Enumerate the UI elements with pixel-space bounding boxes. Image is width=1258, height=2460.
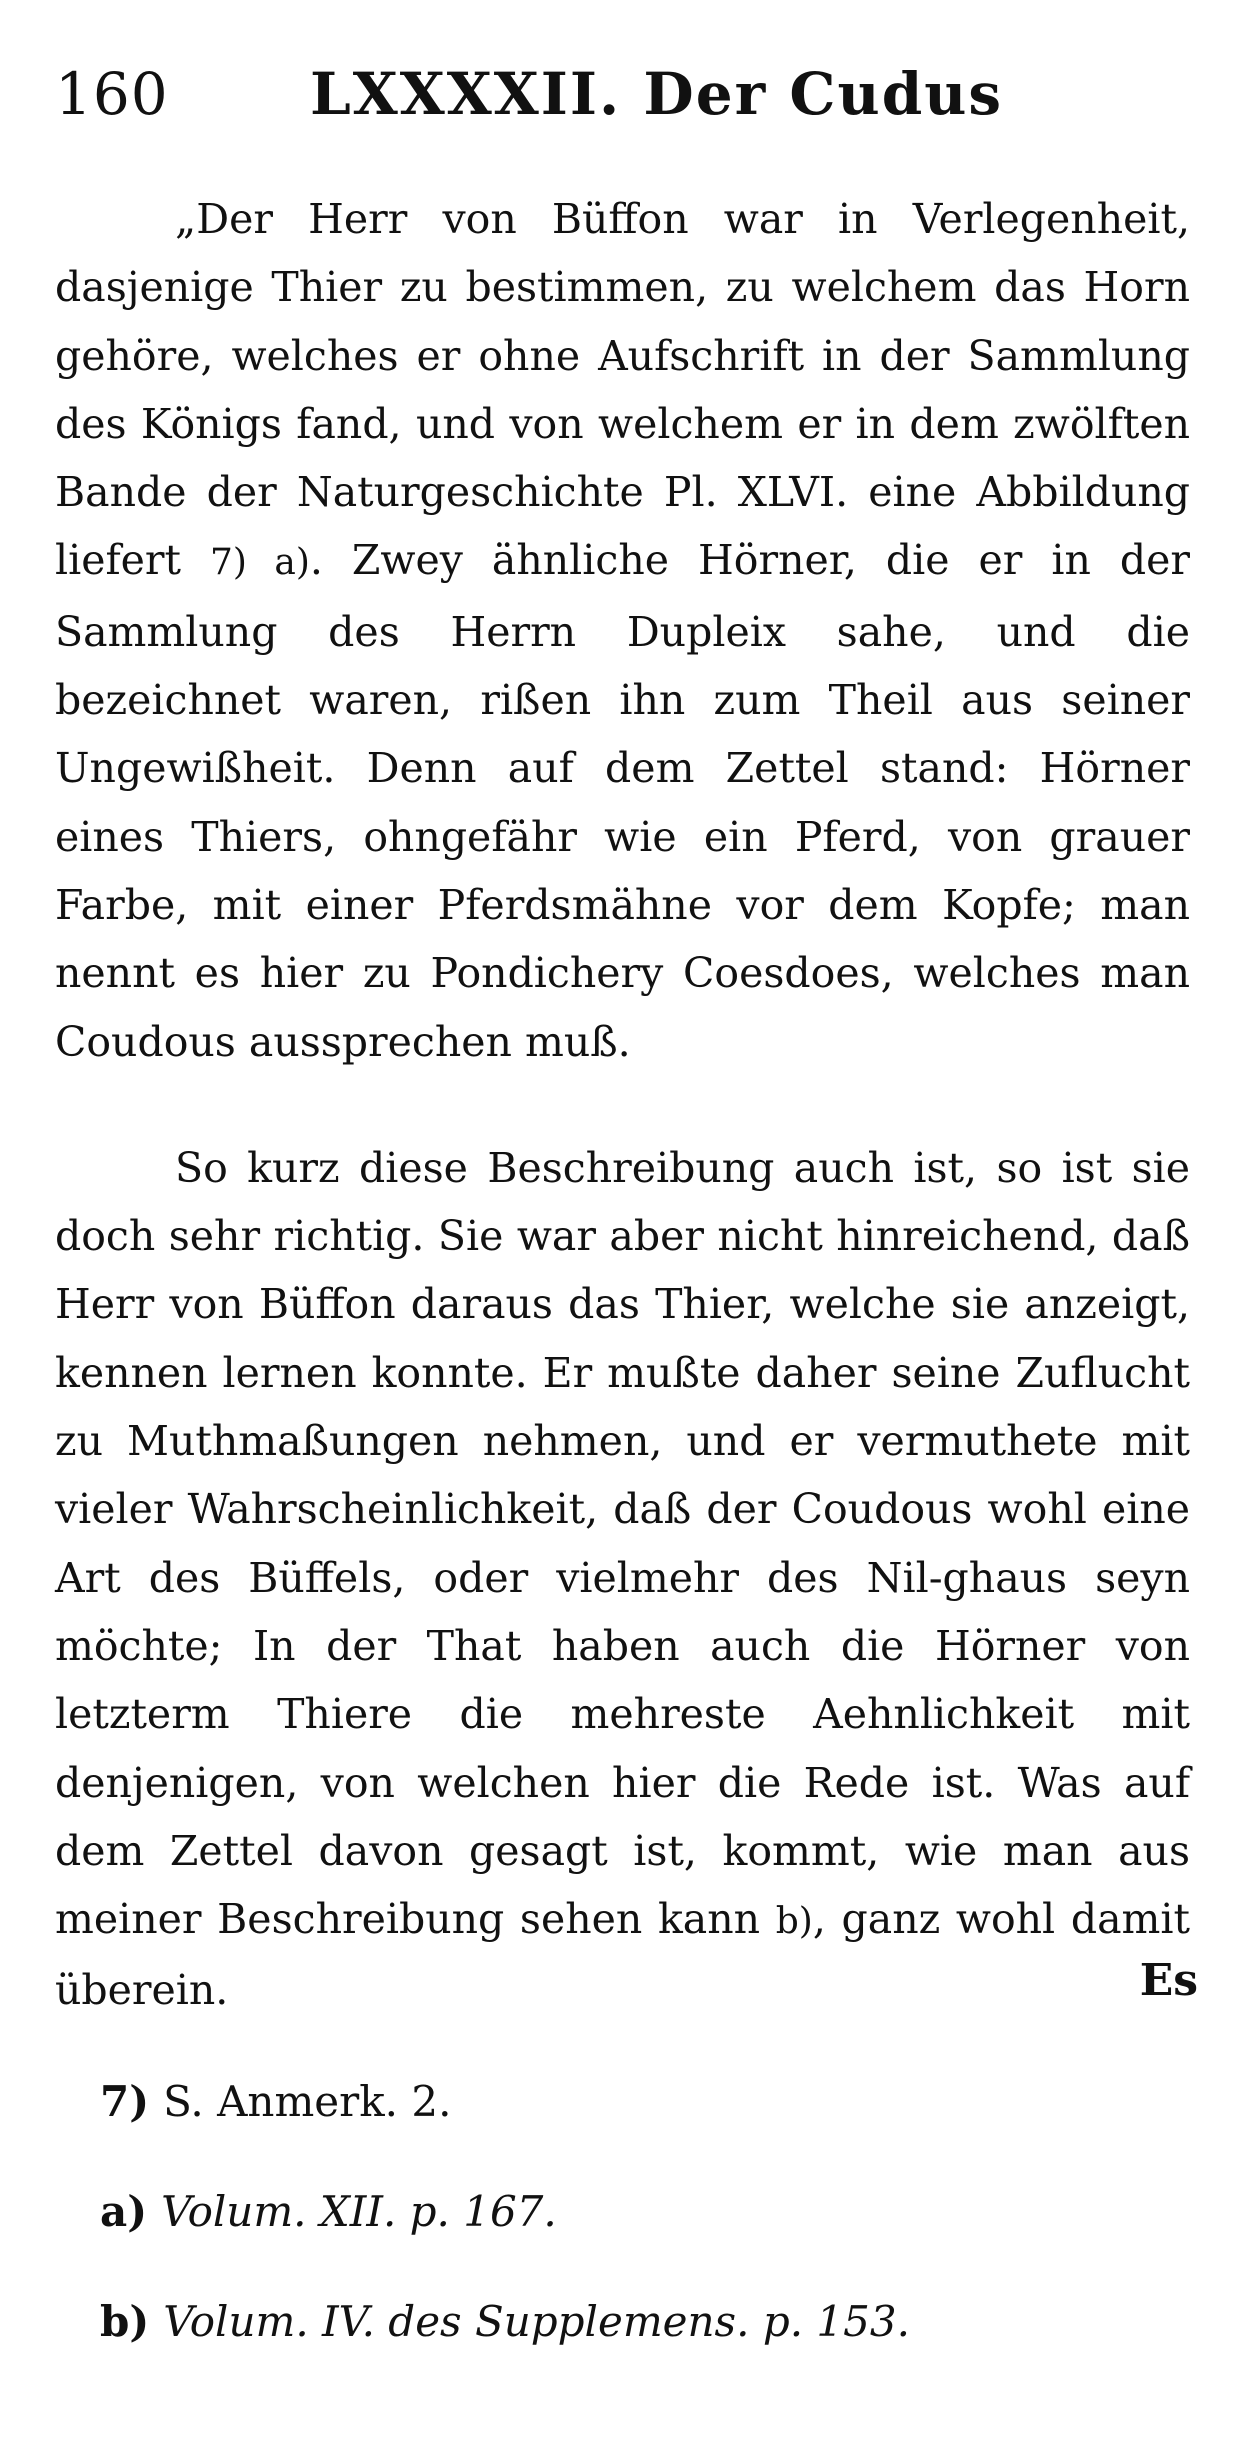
footnote-7 [100,2078,1150,2126]
footnote-text: Volum. XII. p. 167. [161,2187,557,2236]
footnote-marker: 7) [100,2077,150,2126]
footnote-a [100,2188,1150,2236]
paragraph-1-text-continued: . Zwey ähnliche Hörner, die er in der Sammlung des Herrn Dupleix sahe, und die bezeichnet waren, rißen ihn zum Theil aus seiner Ungewißheit. Denn auf dem Zettel stand: Hörner eines Thiers, ohngefähr wie ein Pferd, von grauer Farbe, mit einer Pferdsmähne vor dem Kopfe; man nennt es hier zu Pondichery Coesdoes, welches man Coudous aussprechen muß. [55,536,1190,1066]
footnote-text: Volum. IV. des Supplemens. p. 153. [163,2297,910,2346]
page-number: 160 [55,60,169,128]
footnote-marker: b) [100,2297,150,2346]
running-head: LXXXXII. Der Cudus [310,60,1004,128]
footnote-reference: b) [775,1901,813,1943]
footnote-reference: 7) a) [210,542,310,584]
footnotes [100,2078,1150,2346]
paragraph-1-text: „Der Herr von Büffon war in Verlegenheit, dasjenige Thier zu bestimmen, zu welchem das Horn gehöre, welches er ohne Aufschrift in der Sammlung des Königs fand, und von welchem er in dem zwölften Bande der Naturgeschichte Pl. XLVI. eine Abbildung liefert [55,195,1190,585]
catchword: Es [1139,1955,1198,2006]
footnote-text: S. Anmerk. 2. [163,2077,452,2126]
page-header [55,60,1205,150]
paragraph-2 [55,1134,1190,2025]
footnote-marker: a) [100,2187,148,2236]
paragraph-1 [55,185,1190,1076]
paragraph-2-text-continued: , ganz wohl damit überein. [55,1895,1190,2015]
paragraph-2-text: So kurz diese Beschreibung auch ist, so ist sie doch sehr richtig. Sie war aber nicht hinreichend, daß Herr von Büffon daraus das Thier, welche sie anzeigt, kennen lernen konnte. Er mußte daher seine Zuflucht zu Muthmaßungen nehmen, und er vermuthete mit vieler Wahrscheinlichkeit, daß der Coudous wohl eine Art des Büffels, oder vielmehr des Nil-ghaus seyn möchte; In der That haben auch die Hörner von letzterm Thiere die mehreste Aehnlichkeit mit denjenigen, von welchen hier die Rede ist. Was auf dem Zettel davon gesagt ist, kommt, wie man aus meiner Beschreibung sehen kann [55,1143,1190,1944]
body-text [55,185,1190,2025]
footnote-b [100,2298,1150,2346]
